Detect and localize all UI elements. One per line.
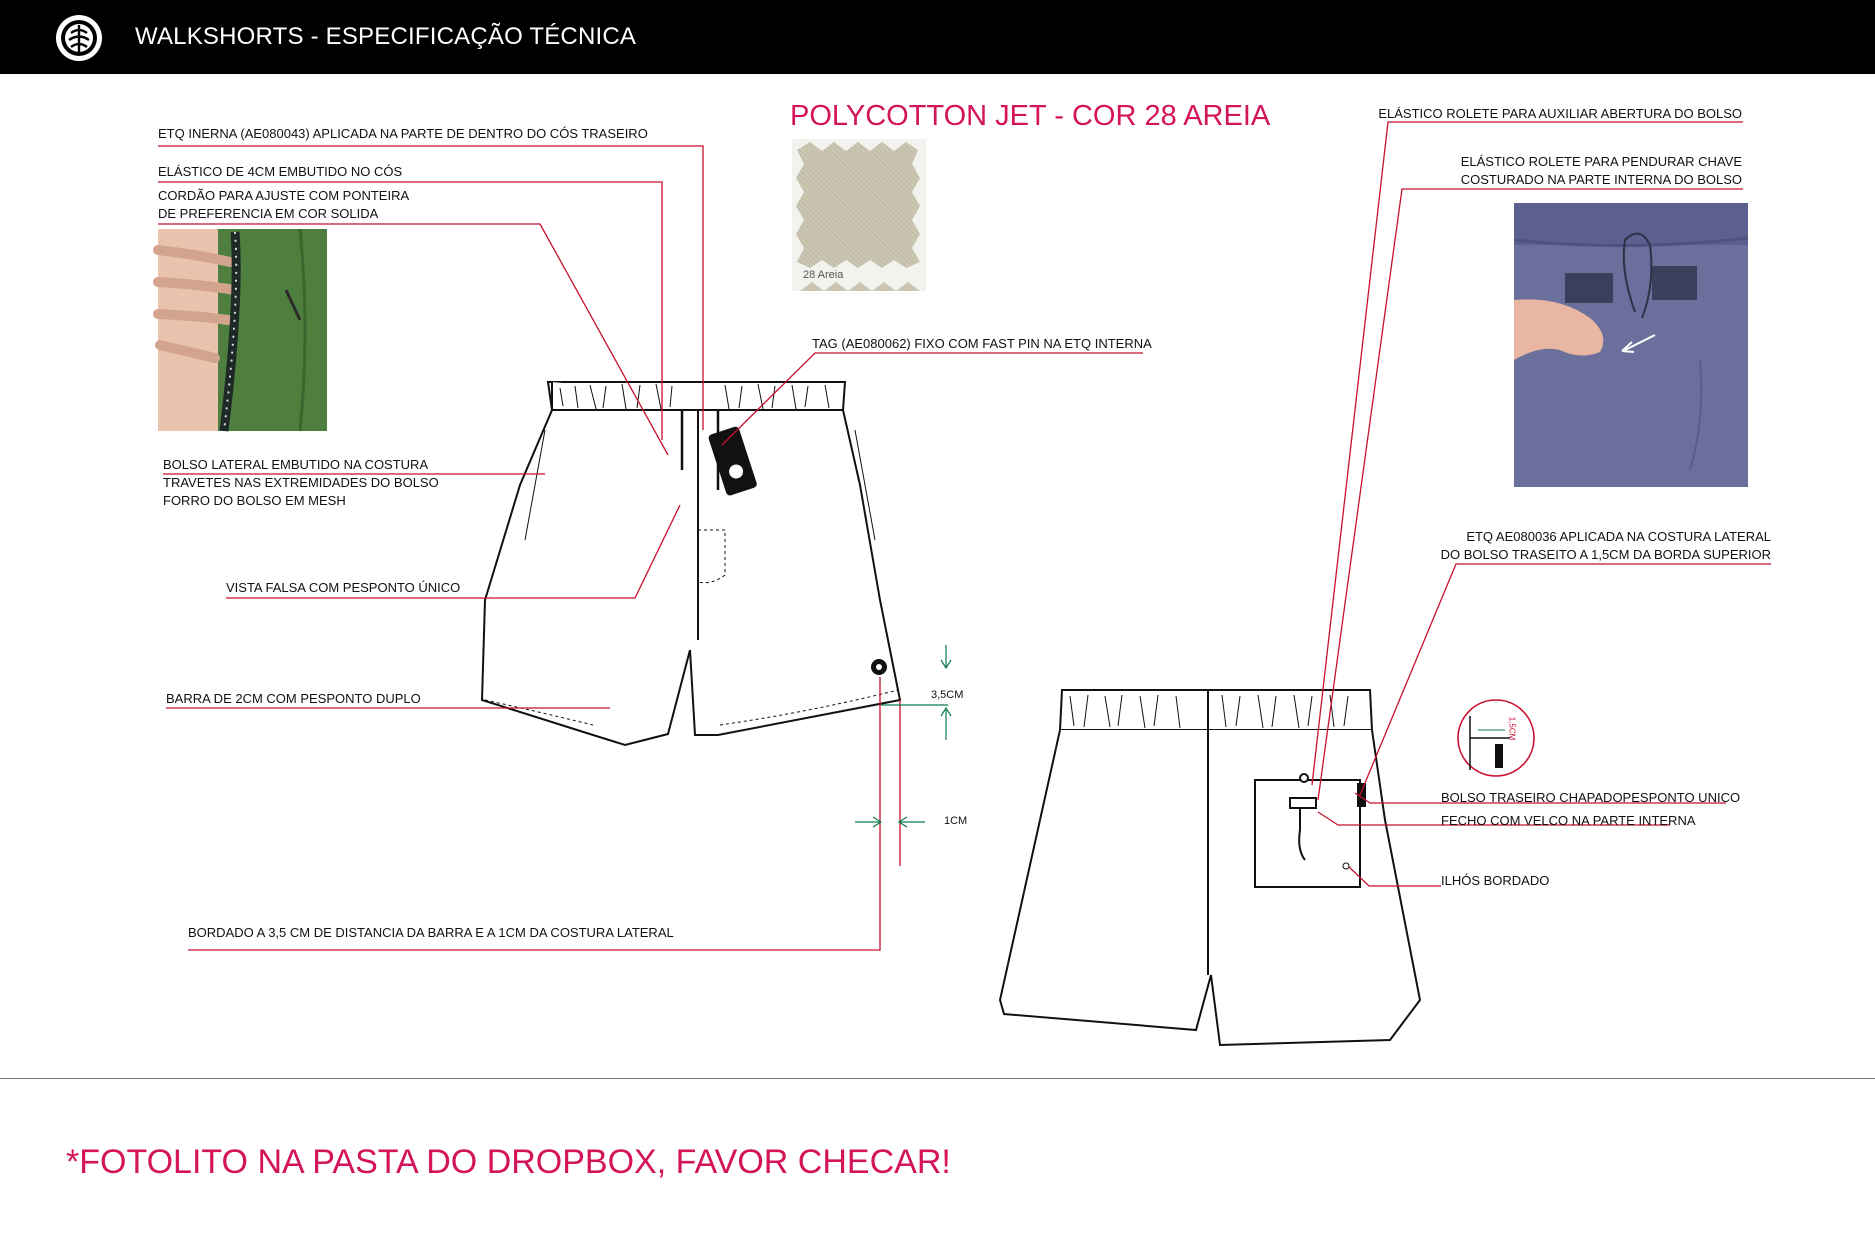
note-bolso-lateral-line3: FORRO DO BOLSO EM MESH bbox=[163, 493, 346, 508]
note-elastico-chave-line2: COSTURADO NA PARTE INTERNA DO BOLSO bbox=[1460, 172, 1742, 187]
footer-divider bbox=[0, 1078, 1875, 1079]
note-cordao-line1: CORDÃO PARA AJUSTE COM PONTEIRA bbox=[158, 188, 410, 203]
note-elastico-cos: ELÁSTICO DE 4CM EMBUTIDO NO CÓS bbox=[158, 164, 403, 179]
note-elastico-chave-line1: ELÁSTICO ROLETE PARA PENDURAR CHAVE bbox=[1460, 154, 1742, 169]
note-bolso-traseiro: BOLSO TRASEIRO CHAPADOPESPONTO UNICO bbox=[1441, 790, 1741, 805]
note-bordado: BORDADO A 3,5 CM DE DISTANCIA DA BARRA E A 1CM DA COSTURA LATERAL bbox=[188, 925, 674, 940]
pocket-photo bbox=[1514, 203, 1748, 487]
footer-note: *FOTOLITO NA PASTA DO DROPBOX, FAVOR CHECAR! bbox=[66, 1143, 951, 1181]
note-etq-lateral-line1: ETQ AE080036 APLICADA NA COSTURA LATERAL bbox=[1466, 529, 1771, 544]
note-vista-falsa: VISTA FALSA COM PESPONTO ÚNICO bbox=[226, 580, 461, 595]
drawstring-photo bbox=[158, 229, 327, 431]
fabric-swatch-label: 28 Areia bbox=[803, 269, 844, 281]
back-shorts-drawing bbox=[1000, 690, 1420, 1045]
label-detail-magnifier bbox=[1458, 700, 1534, 776]
note-barra: BARRA DE 2CM COM PESPONTO DUPLO bbox=[166, 691, 421, 706]
note-bolso-lateral-line2: TRAVETES NAS EXTREMIDADES DO BOLSO bbox=[163, 475, 439, 490]
note-bolso-lateral-line1: BOLSO LATERAL EMBUTIDO NA COSTURA bbox=[163, 457, 429, 472]
note-etq-interna: ETQ INERNA (AE080043) APLICADA NA PARTE DE DENTRO DO CÓS TRASEIRO bbox=[158, 126, 648, 141]
note-fecho-velco: FECHO COM VELCO NA PARTE INTERNA bbox=[1441, 813, 1696, 828]
note-cordao-line2: DE PREFERENCIA EM COR SOLIDA bbox=[158, 206, 379, 221]
note-ilhos: ILHÓS BORDADO bbox=[1441, 873, 1550, 888]
dim-side-to-logo: 1CM bbox=[944, 815, 968, 827]
note-etq-lateral-line2: DO BOLSO TRASEITO A 1,5CM DA BORDA SUPERIOR bbox=[1440, 547, 1771, 562]
page-title: WALKSHORTS - ESPECIFICAÇÃO TÉCNICA bbox=[135, 23, 637, 50]
note-elastico-rolete: ELÁSTICO ROLETE PARA AUXILIAR ABERTURA DO BOLSO bbox=[1378, 106, 1742, 121]
dim-hem-to-logo: 3,5CM bbox=[931, 689, 964, 701]
dim-detail-measure: 1,5CM bbox=[1507, 716, 1517, 741]
fabric-title: POLYCOTTON JET - COR 28 AREIA bbox=[790, 100, 1271, 132]
note-tag: TAG (AE080062) FIXO COM FAST PIN NA ETQ INTERNA bbox=[812, 336, 1152, 351]
front-shorts-drawing bbox=[482, 382, 900, 745]
